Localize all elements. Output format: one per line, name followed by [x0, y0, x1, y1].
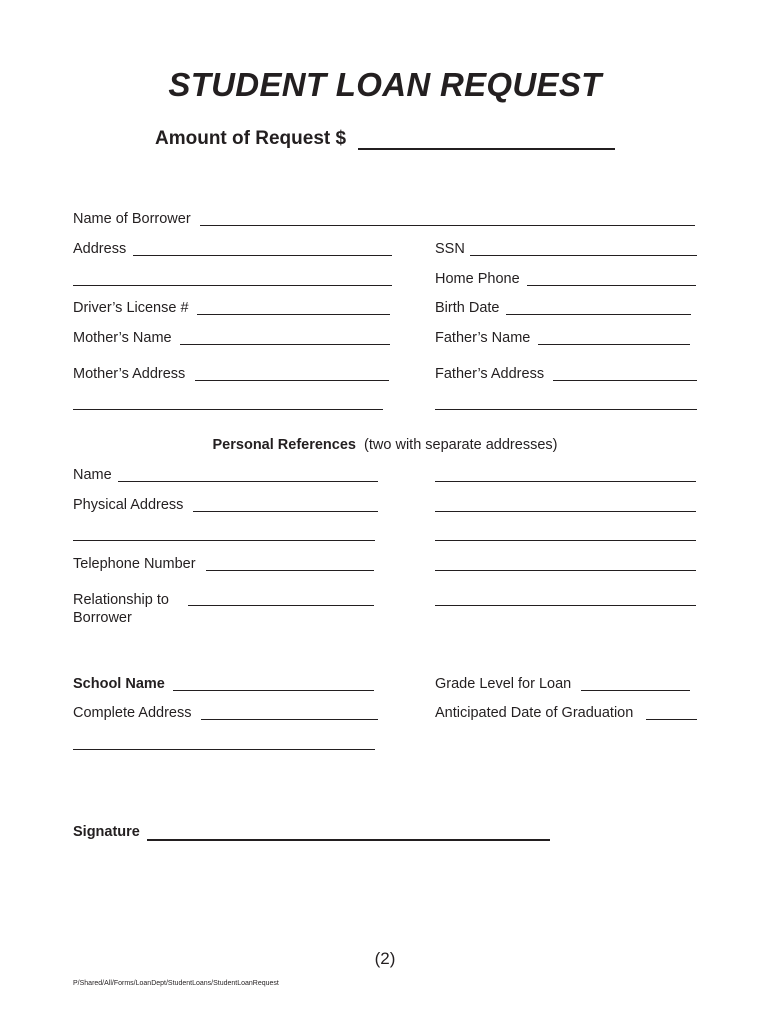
reference-name-label: Name: [73, 467, 112, 483]
fathers-name-label: Father’s Name: [435, 330, 531, 346]
file-path: P/Shared/All/Forms/LoanDept/StudentLoans/StudentLoanRequest: [73, 980, 279, 987]
graduation-date-label: Anticipated Date of Graduation: [435, 705, 634, 721]
mothers-address-line-2-field[interactable]: [73, 409, 383, 410]
reference-1-address-line-2-field[interactable]: [73, 540, 375, 541]
fathers-address-line-2-field[interactable]: [435, 409, 697, 410]
signature-field[interactable]: [147, 839, 550, 841]
mothers-name-field[interactable]: [180, 344, 390, 345]
reference-2-name-field[interactable]: [435, 481, 696, 482]
references-heading-text: Personal References: [212, 437, 356, 453]
reference-2-address-line-2-field[interactable]: [435, 540, 696, 541]
grade-level-field[interactable]: [581, 690, 690, 691]
grade-level-label: Grade Level for Loan: [435, 676, 572, 692]
reference-2-relationship-field[interactable]: [435, 605, 696, 606]
mothers-name-label: Mother’s Name: [73, 330, 172, 346]
school-address-line-2-field[interactable]: [73, 749, 375, 750]
reference-2-telephone-field[interactable]: [435, 570, 696, 571]
ssn-label: SSN: [435, 241, 465, 257]
home-phone-field[interactable]: [527, 285, 696, 286]
fathers-name-field[interactable]: [538, 344, 690, 345]
drivers-license-label: Driver’s License #: [73, 300, 189, 316]
reference-1-telephone-field[interactable]: [206, 570, 374, 571]
reference-1-name-field[interactable]: [118, 481, 378, 482]
amount-field[interactable]: [358, 148, 615, 150]
borrower-name-label: Name of Borrower: [73, 211, 191, 227]
page-number: (2): [374, 949, 396, 968]
form-title: STUDENT LOAN REQUEST: [168, 66, 602, 103]
reference-1-relationship-field[interactable]: [188, 605, 374, 606]
home-phone-label: Home Phone: [435, 271, 520, 287]
drivers-license-field[interactable]: [197, 314, 390, 315]
address-label: Address: [73, 241, 127, 257]
birth-date-field[interactable]: [506, 314, 691, 315]
borrower-name-field[interactable]: [200, 225, 695, 226]
complete-address-label: Complete Address: [73, 705, 192, 721]
mothers-address-label: Mother’s Address: [73, 366, 186, 382]
address-line-2-field[interactable]: [73, 285, 392, 286]
fathers-address-field[interactable]: [553, 380, 697, 381]
relationship-label-line-1: Relationship to: [73, 592, 169, 608]
amount-label: Amount of Request $: [155, 128, 347, 149]
references-note: (two with separate addresses): [364, 437, 558, 453]
ssn-field[interactable]: [470, 255, 697, 256]
school-name-label: School Name: [73, 676, 165, 692]
reference-2-address-field[interactable]: [435, 511, 696, 512]
graduation-date-field[interactable]: [646, 719, 697, 720]
physical-address-label: Physical Address: [73, 497, 184, 513]
address-field[interactable]: [133, 255, 392, 256]
birth-date-label: Birth Date: [435, 300, 500, 316]
school-name-field[interactable]: [173, 690, 374, 691]
relationship-label-line-2: Borrower: [73, 610, 132, 626]
personal-references-heading: [0, 437, 770, 453]
telephone-label: Telephone Number: [73, 556, 196, 572]
fathers-address-label: Father’s Address: [435, 366, 545, 382]
reference-1-address-field[interactable]: [193, 511, 378, 512]
mothers-address-field[interactable]: [195, 380, 389, 381]
school-address-field[interactable]: [201, 719, 378, 720]
signature-label: Signature: [73, 824, 140, 840]
